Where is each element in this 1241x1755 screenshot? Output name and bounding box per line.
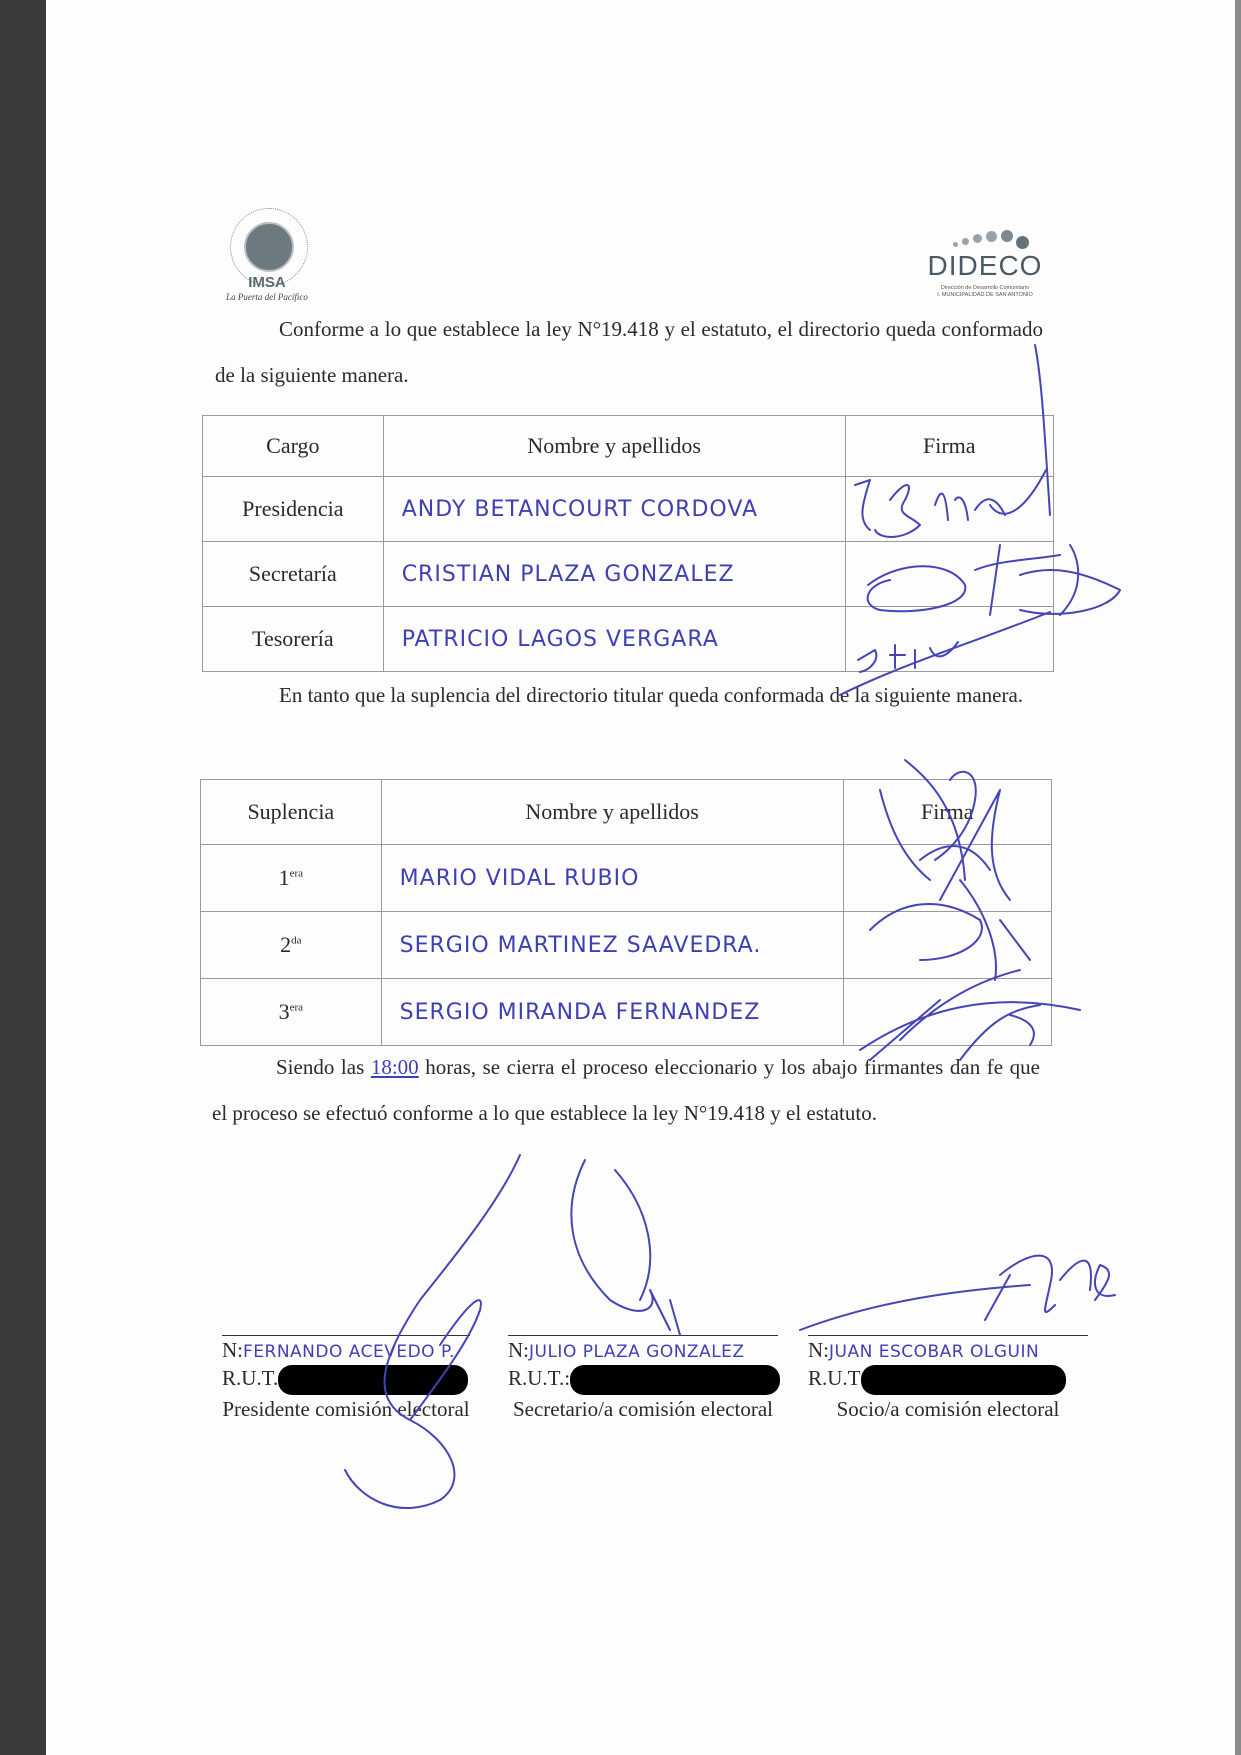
dideco-subtitle-line2: I. MUNICIPALIDAD DE SAN ANTONIO [937,292,1033,298]
dideco-subtitle-line1: Dirección de Desarrollo Comunitario [940,285,1030,291]
rut-label: R.U.T.: [508,1365,571,1390]
header-firma: Firma [845,416,1053,477]
dideco-logo-name: DIDECO [927,250,1043,281]
signatory-name: FERNANDO ACEVEDO P. [243,1342,455,1362]
cargo-cell: Tesorería [203,607,384,672]
closing-time: 18:00 [370,1055,419,1079]
header-nombre: Nombre y apellidos [383,416,845,477]
table-header-row [203,416,1054,477]
cargo-cell: Presidencia [203,477,384,542]
firma-cell [843,845,1051,912]
table-row [201,912,1052,979]
table-row [203,542,1054,607]
scan-edge-right [1235,0,1241,1755]
nombre-cell: PATRICIO LAGOS VERGARA [383,607,845,672]
signatory-presidente [222,1335,470,1422]
redaction-bar [278,1365,468,1395]
ordinal-number: 1 [278,865,290,890]
n-label: N: [508,1338,529,1362]
closing-before-time: Siendo las [276,1055,365,1079]
ordinal-number: 3 [278,999,290,1024]
header-suplencia: Suplencia [201,780,382,845]
imsa-logo-motto: La Puerta del Pacífico [226,292,308,302]
nombre-cell: CRISTIAN PLAZA GONZALEZ [383,542,845,607]
table-header-row [201,780,1052,845]
signatory-role: Socio/a comisión electoral [836,1397,1060,1421]
n-label: N: [808,1338,829,1362]
suplencia-number-cell [201,912,382,979]
firma-cell [845,477,1053,542]
nombre-cell: SERGIO MARTINEZ SAAVEDRA. [381,912,843,979]
intro-paragraph: Conforme a lo que establece la ley N°19.418 y el estatuto, el directorio queda conformado de la siguiente manera. [215,317,1043,387]
signatory-role: Presidente comisión electoral [222,1397,470,1421]
dideco-logo [925,228,1045,300]
signatory-name: JUAN ESCOBAR OLGUIN [829,1342,1040,1362]
firma-cell [843,912,1051,979]
dideco-dots-icon [953,228,1033,250]
imsa-logo [212,212,322,312]
closing-paragraph [212,1044,1040,1136]
firma-cell [845,542,1053,607]
firma-cell [845,607,1053,672]
scan-edge-left [0,0,46,1755]
ordinal-suffix: da [291,934,302,947]
signatory-secretario [508,1335,778,1422]
table-row [201,845,1052,912]
signatory-role: Secretario/a comisión electoral [512,1397,774,1421]
ordinal-suffix: era [289,867,304,880]
header-firma: Firma [843,780,1051,845]
imsa-logo-name: IMSA [248,274,286,291]
imsa-emblem-icon [244,222,294,272]
signatory-name-row [508,1338,778,1365]
ordinal-suffix: era [289,1001,304,1014]
signatory-rut-row [808,1365,1088,1395]
closing-after-time: horas, se cierra el proceso eleccionario y los abajo firmantes dan fe que el proceso se efectuó conforme a lo que establece la ley N°19.418 y el estatuto. [212,1055,1040,1125]
header-nombre: Nombre y apellidos [381,780,843,845]
directorio-table [202,415,1054,672]
header-cargo: Cargo [203,416,384,477]
signatory-name-row [808,1338,1088,1365]
table-row [201,979,1052,1046]
redaction-bar [570,1365,780,1395]
signatory-rut-row [508,1365,778,1395]
table-row [203,607,1054,672]
signatory-name: JULIO PLAZA GONZALEZ [529,1342,745,1362]
suplencia-number-cell [201,845,382,912]
redaction-bar [861,1365,1066,1395]
rut-label: R.U.T. [222,1365,279,1390]
nombre-cell: SERGIO MIRANDA FERNANDEZ [381,979,843,1046]
firma-cell [843,979,1051,1046]
nombre-cell: ANDY BETANCOURT CORDOVA [383,477,845,542]
dideco-logo-subtitle [925,285,1045,299]
ordinal-number: 2 [280,932,292,957]
signatory-socio [808,1335,1088,1422]
table-row [203,477,1054,542]
suplencia-number-cell [201,979,382,1046]
signatory-name-row [222,1338,470,1365]
nombre-cell: MARIO VIDAL RUBIO [381,845,843,912]
signatory-rut-row [222,1365,470,1395]
cargo-cell: Secretaría [203,542,384,607]
n-label: N: [222,1338,243,1362]
rut-label: R.U.T [808,1365,861,1390]
suplencia-table [200,779,1052,1046]
suplencia-paragraph: En tanto que la suplencia del directorio titular queda conformada de la siguiente manera. [279,683,1024,707]
